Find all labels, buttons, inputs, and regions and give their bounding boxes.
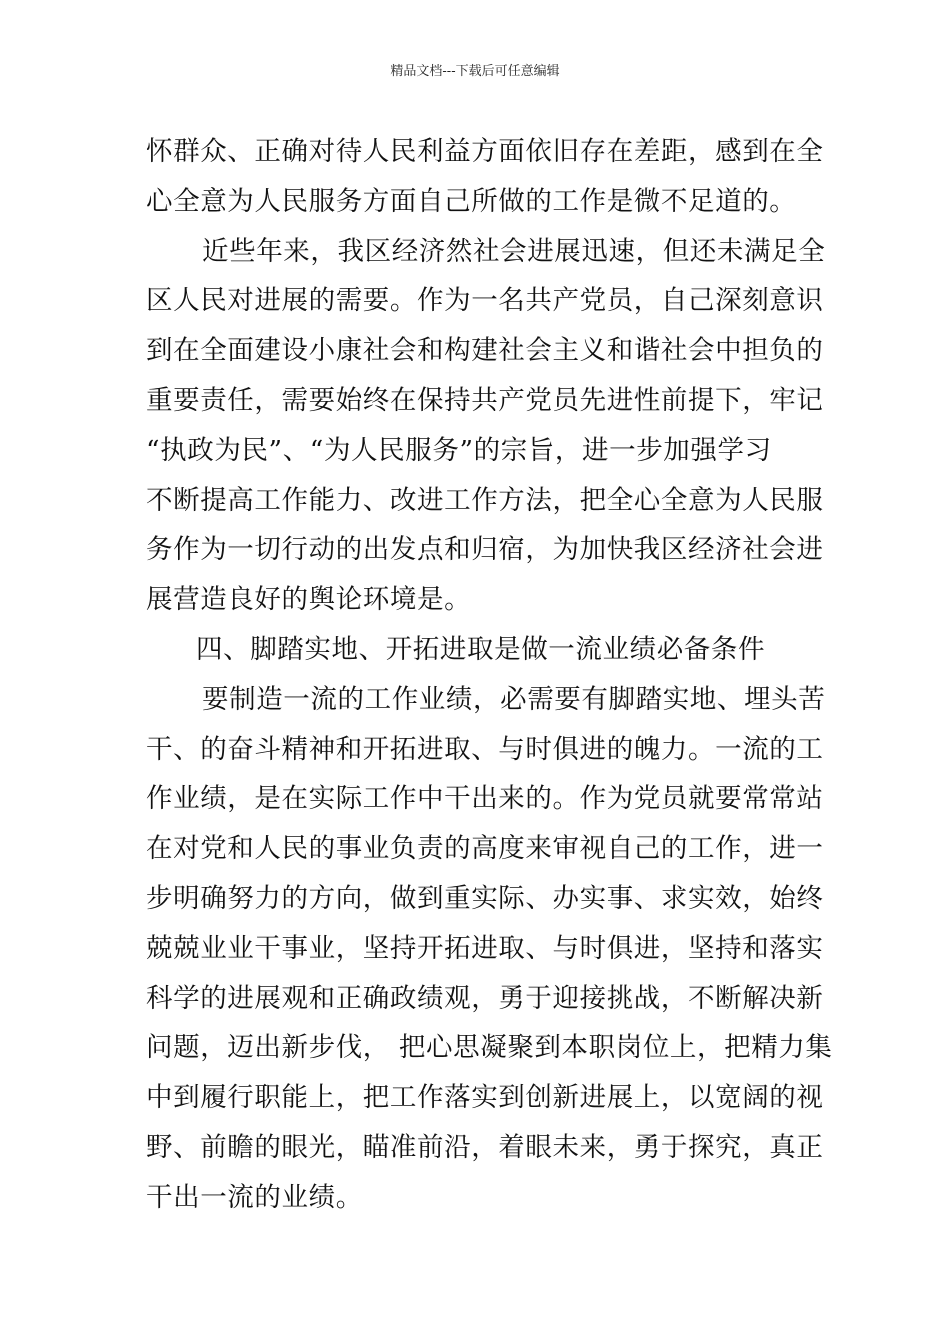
paragraph-line: 怀群众、正确对待人民利益方面依旧存在差距，感到在全	[146, 136, 824, 167]
paragraph-first-line: 近些年来，我区经济然社会进展迅速，但还未满足全	[202, 235, 826, 267]
paragraph-line: 在对党和人民的事业负责的高度来审视自己的工作，进一	[146, 833, 824, 865]
paragraph-line: 心全意为人民服务方面自己所做的工作是微不足道的。	[146, 185, 797, 217]
paragraph-line: 问题，迈出新步伐， 把心思凝聚到本职岗位上，把精力集	[146, 1032, 833, 1064]
paragraph-line: 科学的进展观和正确政绩观，勇于迎接挑战，不断解决新	[146, 982, 824, 1014]
paragraph-line: 干出一流的业绩。	[146, 1181, 363, 1213]
paragraph-line: 务作为一切行动的出发点和归宿，为加快我区经济社会进	[146, 534, 824, 566]
paragraph-line: 干、的奋斗精神和开拓进取、与时俱进的魄力。一流的工	[146, 733, 824, 765]
paragraph-line: 野、前瞻的眼光，瞄准前沿，着眼未来，勇于探究，真正	[146, 1131, 824, 1163]
paragraph-line: 步明确努力的方向，做到重实际、办实事、求实效，始终	[146, 882, 824, 914]
paragraph-line: 展营造良好的舆论环境是。	[146, 584, 472, 616]
paragraph-line: 到在全面建设小康社会和构建社会主义和谐社会中担负的	[146, 335, 824, 367]
section-heading: 四、脚踏实地、开拓进取是做一流业绩必备条件	[196, 633, 766, 665]
paragraph-line: 中到履行职能上，把工作落实到创新进展上，以宽阔的视	[146, 1082, 824, 1114]
paragraph-line: 兢兢业业干事业，坚持开拓进取、与时俱进，坚持和落实	[146, 932, 824, 964]
page-header: 精品文档---下载后可任意编辑	[390, 64, 560, 79]
paragraph-line: 作业绩，是在实际工作中干出来的。作为党员就要常常站	[146, 783, 824, 815]
document-body	[146, 127, 833, 1223]
paragraph-line: 不断提高工作能力、改进工作方法，把全心全意为人民服	[146, 484, 824, 516]
paragraph-line: “执政为民”、“为人民服务”的宗旨，进一步加强学习	[146, 434, 772, 466]
paragraph-line: 区人民对进展的需要。作为一名共产党员，自己深刻意识	[146, 285, 824, 317]
paragraph-line: 重要责任，需要始终在保持共产党员先进性前提下，牢记	[146, 384, 824, 416]
paragraph-first-line: 要制造一流的工作业绩，必需要有脚踏实地、埋头苦	[202, 683, 826, 715]
